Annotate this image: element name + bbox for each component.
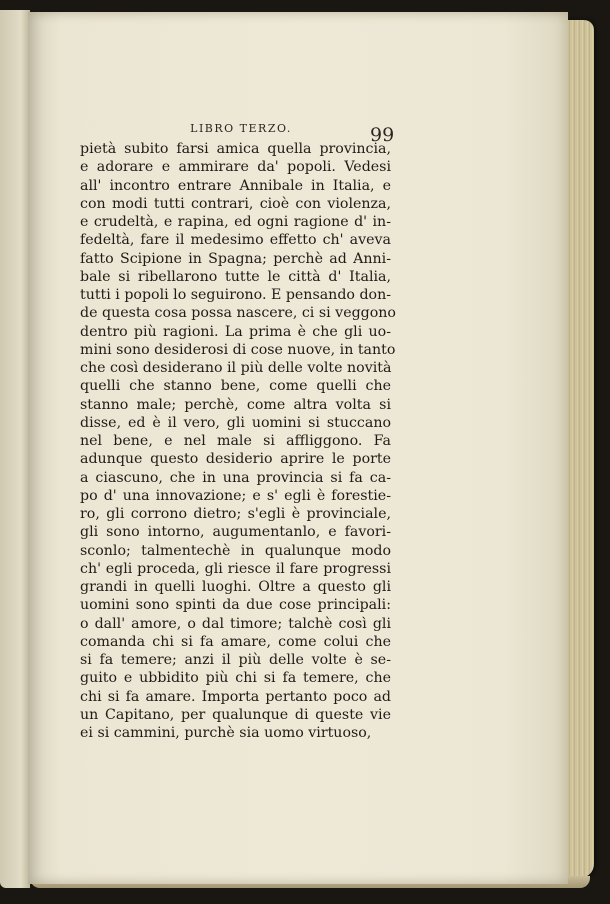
text-line: gli sono intorno, augumentanlo, e favori- (80, 524, 391, 541)
text-line: un Capitano, per qualunque di queste vie (80, 706, 391, 723)
text-line: bale si ribellarono tutte le città d' Italia, (80, 268, 391, 285)
text-line: o dall' amore, o dal timore; talchè così gli (80, 615, 391, 632)
text-line: disse, ed è il vero, gli uomini si stuccano (80, 414, 391, 431)
text-line: chi si fa amare. Importa pertanto poco ad (80, 688, 391, 705)
text-line: fedeltà, fare il medesimo effetto ch' aveva (80, 232, 391, 249)
running-head: LIBRO TERZO. (190, 122, 292, 135)
text-line: dentro più ragioni. La prima è che gli uo- (80, 323, 391, 340)
text-line: ch' egli proceda, gli riesce il fare progressi (80, 560, 391, 577)
text-line: uomini sono spinti da due cose principali: (80, 597, 391, 614)
text-line: tutti i popoli lo seguirono. E pensando don- (80, 287, 392, 303)
facing-page-edge (0, 10, 30, 888)
text-line: mini sono desiderosi di cose nuove, in tanto (80, 341, 396, 358)
text-line: nel bene, e nel male si affliggono. Fa (80, 433, 391, 449)
text-line: che così desiderano il più delle volte novità (80, 360, 392, 376)
text-line: e crudeltà, e rapina, ed ogni ragione d' in- (80, 214, 391, 230)
text-line: all' incontro entrare Annibale in Italia, e (80, 177, 391, 194)
text-line: ei si cammini, purchè sia uomo virtuoso, (80, 725, 372, 741)
text-line: a ciascuno, che in una provincia si fa ca- (80, 469, 391, 486)
text-line: pietà subito farsi amica quella provincia, (80, 141, 391, 157)
page-edges (566, 20, 594, 878)
text-line: fatto Scipione in Spagna; perchè ad Anni- (80, 250, 391, 267)
text-line: si fa temere; anzi il più delle volte è se- (80, 652, 391, 668)
text-line: comanda chi si fa amare, come colui che (80, 633, 391, 650)
text-line: stanno male; perchè, come altra volta si (80, 396, 391, 413)
text-line: con modi tutti contrari, cioè con violenza, (80, 195, 391, 212)
text-line: sconlo; talmentechè in qualunque modo (80, 542, 391, 559)
text-line: grandi in quelli luoghi. Oltre a questo gli (80, 579, 391, 595)
body-text (80, 140, 396, 742)
text-line: po d' una innovazione; e s' egli è forestie- (80, 487, 391, 504)
text-line: ro, gli corrono dietro; s'egli è provinciale, (80, 506, 391, 522)
text-line: guito e ubbidito più chi si fa temere, che (80, 670, 391, 687)
text-line: quelli che stanno bene, come quelli che (80, 378, 391, 395)
text-line: e adorare e ammirare da' popoli. Vedesi (80, 159, 391, 176)
text-line: adunque questo desiderio aprire le porte (80, 451, 391, 468)
page-number: 99 (370, 124, 395, 146)
text-line: de questa cosa possa nascere, ci si veggono (80, 305, 396, 322)
